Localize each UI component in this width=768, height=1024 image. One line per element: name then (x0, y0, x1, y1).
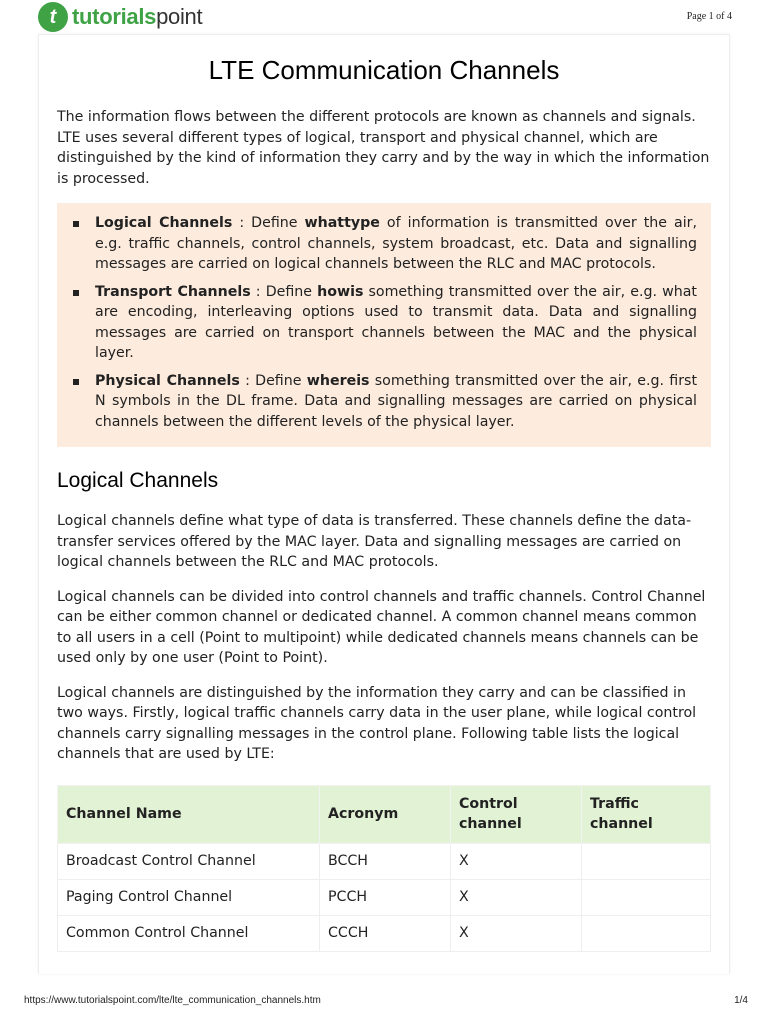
bullet-term: Physical Channels (95, 372, 240, 389)
bullet-term: Logical Channels (95, 215, 233, 231)
bullet-sep: : Define (250, 283, 318, 300)
table-cell: Broadcast Control Channel (58, 843, 320, 879)
content-card (38, 34, 730, 974)
logo-text (72, 4, 202, 30)
table-cell: Common Control Channel (58, 915, 320, 951)
footer-url: https://www.tutorialspoint.com/lte/lte_communication_channels.htm (24, 995, 321, 1006)
bullet-text: something transmitted over the air, e.g. what are encoding, interleaving options used to transmit data. Data and signalling messages are carried on transport channels between the MAC and the physical layer. (95, 283, 697, 361)
footer-page-number: 1/4 (734, 995, 748, 1006)
bullet-sep: : Define (232, 215, 305, 231)
table-cell: Paging Control Channel (58, 879, 320, 915)
header-cell: Traffic channel (582, 785, 711, 843)
bullet-text: something transmitted over the air, e.g. first N symbols in the DL frame. Data and signalling messages are carried on physical channels between the different levels of the physical layer. (95, 372, 698, 430)
bullet-keyword: howis (317, 283, 364, 300)
bullet-term: Transport Channels (95, 283, 251, 300)
tutorialspoint-logo (38, 2, 202, 32)
section-heading: Logical Channels (57, 469, 219, 492)
page-number-header: Page 1 of 4 (686, 11, 732, 22)
bullet-sep: : Define (239, 372, 307, 389)
table-row (58, 843, 711, 879)
section-paragraph: Logical channels are distinguished by the information they carry and can be classified in two ways. Firstly, logical traffic channels carry data in the user plane, while logical control channels carry signalling messages in the control plane. Following table lists the logical channels that are used by LTE: (57, 684, 697, 762)
bullet-keyword: whattype (304, 215, 380, 231)
bullet-text: of information is transmitted over the air, e.g. traffic channels, control channels, system broadcast, etc. Data and signalling messages are carried on logical channels between the RLC and MAC protocols. (95, 215, 697, 272)
page-title: LTE Communication Channels (208, 55, 560, 85)
section-paragraph: Logical channels define what type of data is transferred. These channels define the data-transfer services offered by the MAC layer. Data and signalling messages are carried on logical channels between the RLC and MAC protocols. (57, 513, 692, 570)
intro-paragraph: The information flows between the different protocols are known as channels and signals. LTE uses several different types of logical, transport and physical channel, which are distinguished by the kind of information they carry and by the way in which the information is processed. (57, 109, 710, 187)
bullet-item (57, 371, 711, 433)
table-cell: CCCH (320, 915, 451, 951)
table-cell: X (451, 915, 582, 951)
header-cell: Control channel (451, 785, 582, 843)
table-cell (582, 915, 711, 951)
table-cell: X (451, 879, 582, 915)
table-cell: X (451, 843, 582, 879)
table-cell: PCCH (320, 879, 451, 915)
table-row (58, 915, 711, 951)
logical-channels-table (57, 785, 711, 952)
section-paragraph: Logical channels can be divided into control channels and traffic channels. Control Channel can be either common channel or dedicated channel. A common channel means common to all users in a cell (Point to multipoint) while dedicated channels means channels can be used only by one user (Point to Point). (57, 588, 706, 666)
bullet-item (57, 213, 711, 275)
logo-brand-2: point (156, 4, 203, 29)
channel-types-box (57, 203, 711, 447)
table-header-row (58, 785, 711, 843)
bullet-item (57, 282, 711, 364)
logo-icon: t (38, 2, 68, 32)
table-cell (582, 843, 711, 879)
header-cell: Channel Name (58, 785, 320, 843)
table-row (58, 879, 711, 915)
header-cell: Acronym (320, 785, 451, 843)
table-cell: BCCH (320, 843, 451, 879)
bullet-keyword: whereis (306, 372, 370, 389)
table-cell (582, 879, 711, 915)
logo-brand: tutorials (72, 4, 157, 29)
